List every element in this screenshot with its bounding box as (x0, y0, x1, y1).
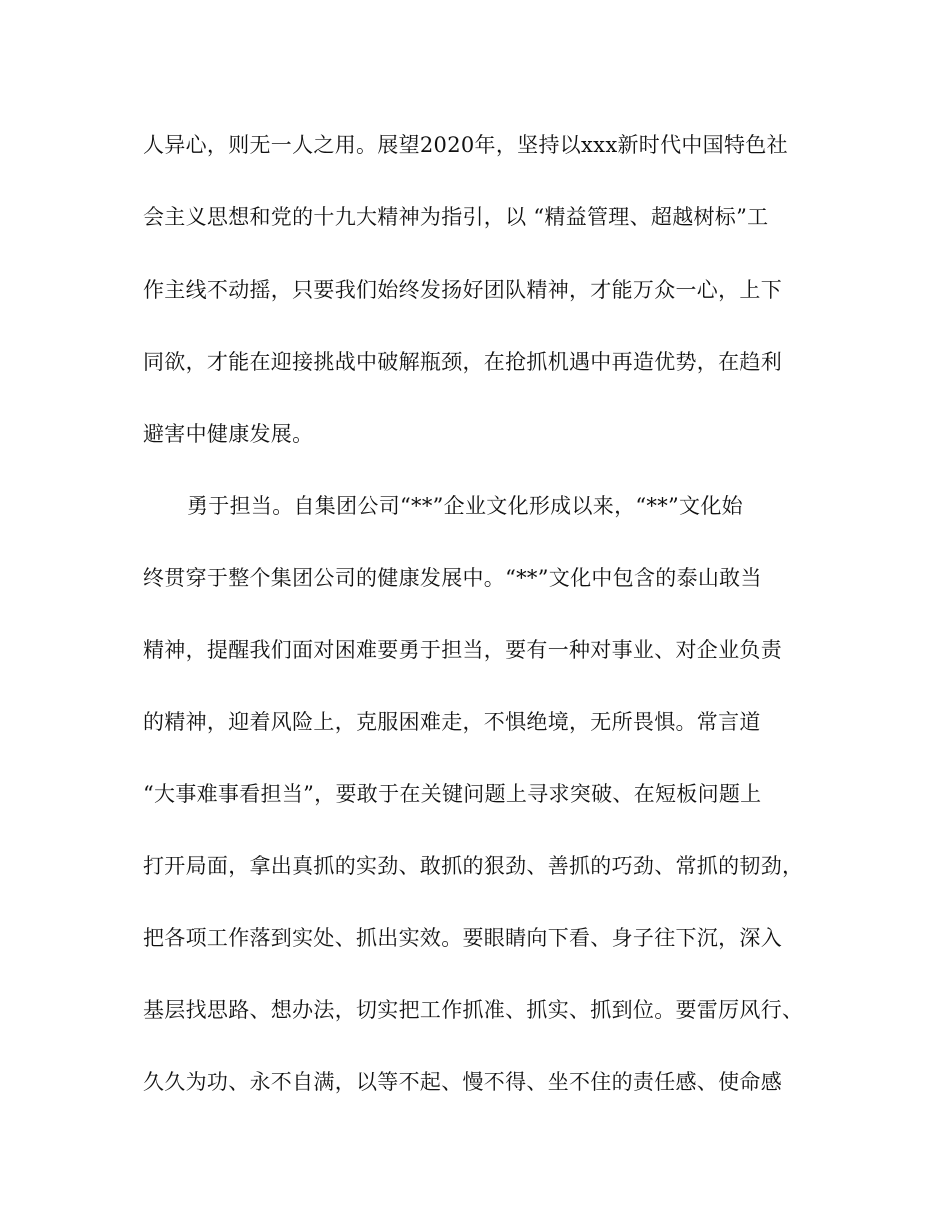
text-line: 人异心，则无一人之用。展望2020年，坚持以xxx新时代中国特色社 (143, 133, 788, 157)
text-line: 精神，提醒我们面对困难要勇于担当，要有一种对事业、对企业负责 (143, 638, 782, 662)
text-line: 避害中健康发展。 (143, 422, 314, 446)
text-line: 的精神，迎着风险上，克服困难走，不惧绝境，无所畏惧。常言道 (143, 710, 761, 734)
text-line: 打开局面，拿出真抓的实劲、敢抓的狠劲、善抓的巧劲、常抓的韧劲， (143, 854, 804, 878)
text-line: 基层找思路、想办法，切实把工作抓准、抓实、抓到位。要雷厉风行、 (143, 998, 804, 1022)
text-line: 把各项工作落到实处、抓出实效。要眼睛向下看、身子往下沉，深入 (143, 926, 782, 950)
paragraph-first-line: 勇于担当。自集团公司“**”企业文化形成以来，“**”文化始 (187, 494, 743, 518)
text-line: 会主义思想和党的十九大精神为指引，以 “精益管理、超越树标”工 (143, 205, 769, 229)
text-line: 作主线不动摇，只要我们始终发扬好团队精神，才能万众一心，上下 (143, 278, 782, 302)
text-line: 同欲，才能在迎接挑战中破解瓶颈，在抢抓机遇中再造优势，在趋利 (143, 350, 782, 374)
text-line: 终贯穿于整个集团公司的健康发展中。“**”文化中包含的泰山敢当 (143, 566, 762, 590)
text-line: “大事难事看担当”，要敢于在关键问题上寻求突破、在短板问题上 (143, 782, 762, 806)
text-line: 久久为功、永不自满，以等不起、慢不得、坐不住的责任感、使命感 (143, 1070, 782, 1094)
